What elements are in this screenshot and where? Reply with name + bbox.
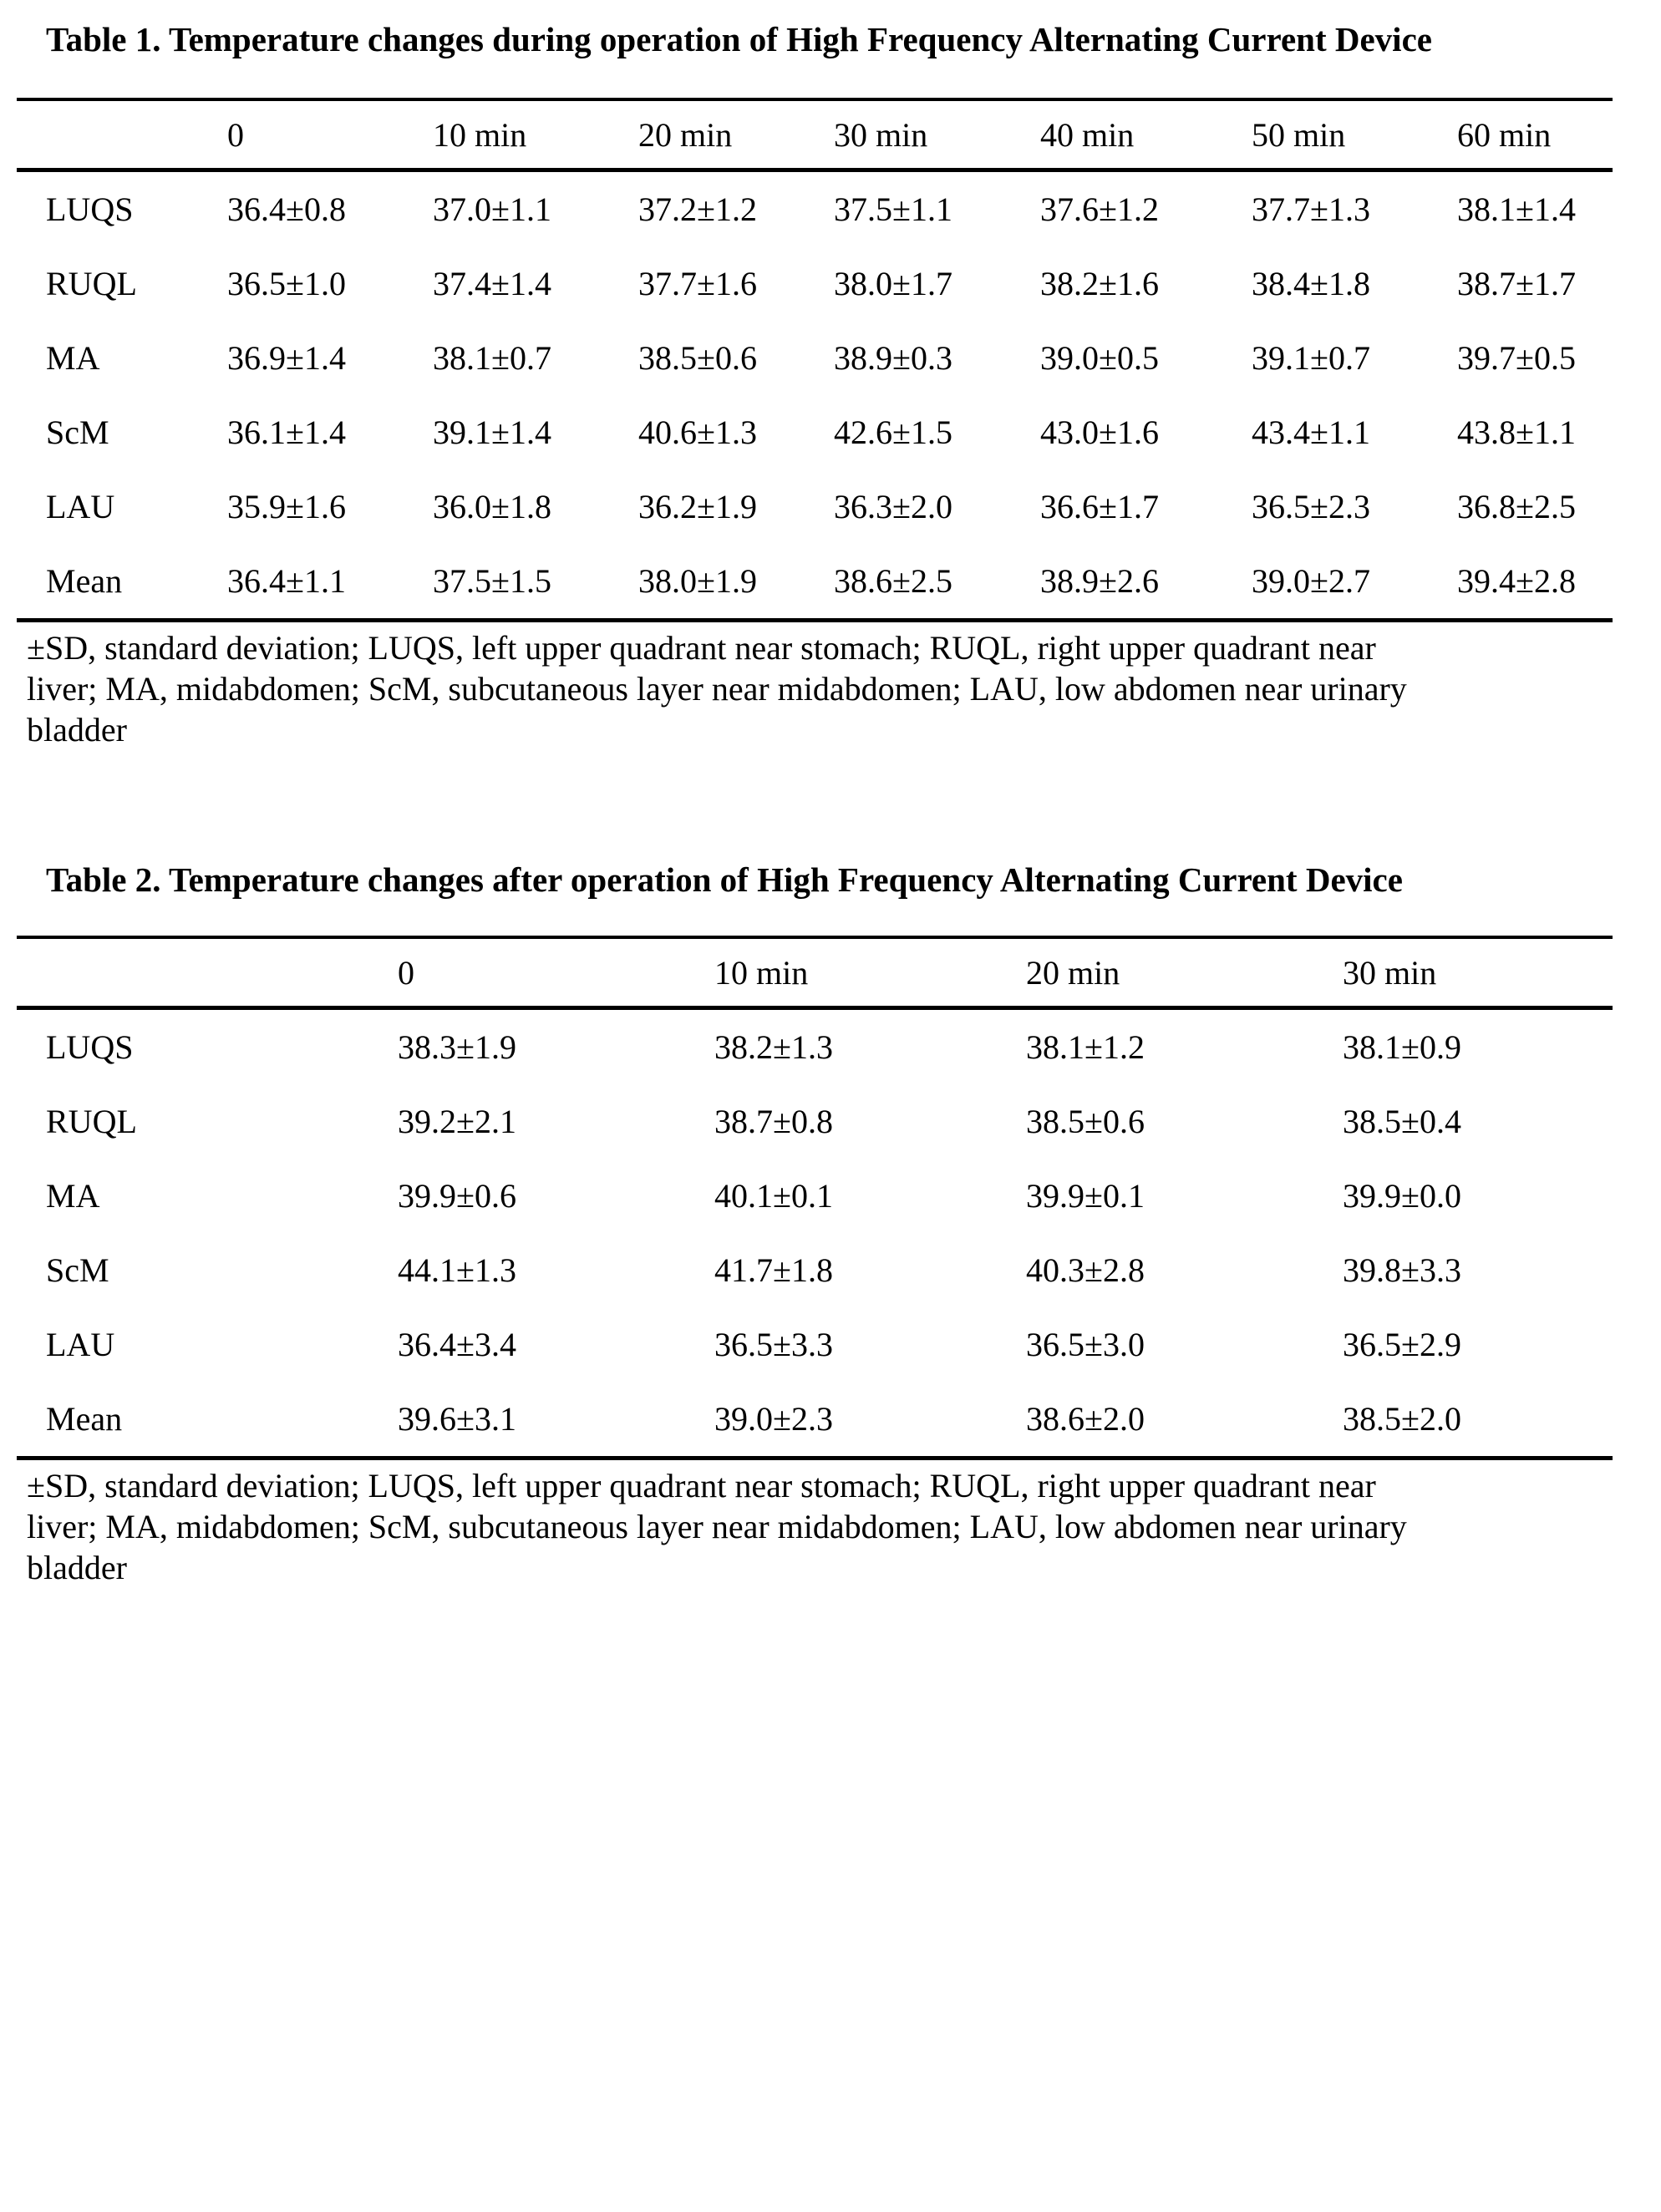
value-cell: 38.9±0.3: [834, 339, 952, 378]
value-cell: 36.8±2.5: [1457, 488, 1576, 526]
value-cell: 38.0±1.9: [638, 544, 834, 621]
row-label: ScM: [46, 1251, 109, 1290]
column-header: 30 min: [834, 99, 1040, 170]
value-cell: 40.6±1.3: [638, 413, 757, 452]
value-cell: 36.5±2.9: [1343, 1326, 1461, 1364]
footnote-line: liver; MA, midabdomen; ScM, subcutaneous layer near midabdomen; LAU, low abdomen near urinary: [27, 670, 1407, 708]
value-cell: 37.2±1.2: [638, 190, 757, 229]
column-header: 60 min: [1457, 99, 1613, 170]
value-cell: 43.0±1.6: [1040, 413, 1159, 452]
row-label: RUQL: [46, 265, 137, 303]
value-cell: 38.0±1.7: [834, 265, 952, 303]
value-cell: 36.0±1.8: [433, 488, 551, 526]
value-cell: 39.2±2.1: [398, 1103, 516, 1141]
value-cell: 35.9±1.6: [227, 488, 346, 526]
value-cell: 36.4±3.4: [398, 1326, 516, 1364]
footnote-line: bladder: [27, 1549, 127, 1587]
row-label: LUQS: [46, 1028, 134, 1067]
value-cell: 38.7±0.8: [714, 1103, 833, 1141]
value-cell: 39.9±0.0: [1343, 1177, 1461, 1215]
value-cell: 38.5±0.6: [1026, 1103, 1145, 1141]
value-cell: 39.9±0.6: [398, 1177, 516, 1215]
value-cell: 38.5±0.6: [638, 339, 757, 378]
table-row: [17, 1008, 1613, 1085]
value-cell: 36.5±1.0: [227, 265, 346, 303]
value-cell: 37.6±1.2: [1040, 190, 1159, 229]
value-cell: 36.5±3.0: [1026, 1326, 1145, 1364]
value-cell: 42.6±1.5: [834, 413, 952, 452]
row-label: Mean: [17, 544, 227, 621]
column-header: 20 min: [638, 99, 834, 170]
value-cell: 38.9±2.6: [1040, 544, 1252, 621]
table-row: [17, 1307, 1613, 1382]
row-label: LAU: [46, 488, 115, 526]
footnote-line: ±SD, standard deviation; LUQS, left upper quadrant near stomach; RUQL, right upper quadrant near: [27, 629, 1376, 667]
table-row: [17, 170, 1613, 247]
value-cell: 44.1±1.3: [398, 1251, 516, 1290]
table-row: [17, 1084, 1613, 1159]
value-cell: 36.4±0.8: [227, 190, 346, 229]
value-cell: 38.6±2.0: [1026, 1382, 1343, 1459]
value-cell: 38.5±0.4: [1343, 1103, 1461, 1141]
column-header: 30 min: [1343, 937, 1613, 1008]
footnote-line: bladder: [27, 711, 127, 749]
column-header: 0: [227, 99, 433, 170]
footnote-line: liver; MA, midabdomen; ScM, subcutaneous layer near midabdomen; LAU, low abdomen near urinary: [27, 1508, 1407, 1546]
column-header: 20 min: [1026, 937, 1343, 1008]
column-header: 10 min: [714, 937, 1026, 1008]
value-cell: 39.1±0.7: [1252, 339, 1370, 378]
value-cell: 39.0±0.5: [1040, 339, 1159, 378]
value-cell: 39.1±1.4: [433, 413, 551, 452]
value-cell: 39.6±3.1: [398, 1382, 714, 1459]
value-cell: 39.0±2.3: [714, 1382, 1026, 1459]
value-cell: 38.4±1.8: [1252, 265, 1370, 303]
table-row: [17, 395, 1613, 469]
value-cell: 37.4±1.4: [433, 265, 551, 303]
value-cell: 43.8±1.1: [1457, 413, 1576, 452]
row-label: LAU: [46, 1326, 115, 1364]
column-header: 0: [398, 937, 714, 1008]
row-label: MA: [46, 1177, 100, 1215]
row-label-header: [17, 99, 227, 170]
value-cell: 38.3±1.9: [398, 1028, 516, 1067]
value-cell: 38.2±1.3: [714, 1028, 833, 1067]
value-cell: 39.9±0.1: [1026, 1177, 1145, 1215]
value-cell: 36.9±1.4: [227, 339, 346, 378]
value-cell: 40.3±2.8: [1026, 1251, 1145, 1290]
table-row: [17, 321, 1613, 395]
value-cell: 36.6±1.7: [1040, 488, 1159, 526]
header-row: [17, 937, 1613, 1008]
table-2-title: Table 2. Temperature changes after operation of High Frequency Alternating Current Device: [46, 860, 1403, 900]
column-header: 10 min: [433, 99, 638, 170]
value-cell: 39.8±3.3: [1343, 1251, 1461, 1290]
value-cell: 38.5±2.0: [1343, 1382, 1613, 1459]
table-row: [17, 1233, 1613, 1307]
table-1-title: Table 1. Temperature changes during operation of High Frequency Alternating Current Device: [46, 20, 1432, 58]
row-label: Mean: [17, 1382, 398, 1459]
value-cell: 37.0±1.1: [433, 190, 551, 229]
value-cell: 36.3±2.0: [834, 488, 952, 526]
value-cell: 36.1±1.4: [227, 413, 346, 452]
value-cell: 36.5±2.3: [1252, 488, 1370, 526]
value-cell: 38.1±0.7: [433, 339, 551, 378]
value-cell: 38.1±0.9: [1343, 1028, 1461, 1067]
value-cell: 39.7±0.5: [1457, 339, 1576, 378]
table-row: [17, 1159, 1613, 1233]
row-label: LUQS: [46, 190, 134, 229]
column-header: 50 min: [1252, 99, 1457, 170]
row-label: MA: [46, 339, 100, 378]
value-cell: 38.6±2.5: [834, 544, 1040, 621]
table-1-section: [0, 20, 1661, 750]
table-2-footnote: [27, 1465, 1661, 1588]
column-header: 40 min: [1040, 99, 1252, 170]
table-1-footnote: [27, 627, 1661, 750]
value-cell: 43.4±1.1: [1252, 413, 1370, 452]
value-cell: 37.5±1.5: [433, 544, 638, 621]
table-row: [17, 1382, 1613, 1459]
value-cell: 36.4±1.1: [227, 544, 433, 621]
value-cell: 40.1±0.1: [714, 1177, 833, 1215]
value-cell: 37.5±1.1: [834, 190, 952, 229]
table-row: [17, 469, 1613, 544]
value-cell: 38.1±1.4: [1457, 190, 1576, 229]
header-row: [17, 99, 1613, 170]
value-cell: 39.0±2.7: [1252, 544, 1457, 621]
value-cell: 38.1±1.2: [1026, 1028, 1145, 1067]
row-label: RUQL: [46, 1103, 137, 1141]
value-cell: 41.7±1.8: [714, 1251, 833, 1290]
value-cell: 39.4±2.8: [1457, 544, 1613, 621]
table-2-section: [0, 860, 1661, 1588]
value-cell: 36.2±1.9: [638, 488, 757, 526]
value-cell: 38.2±1.6: [1040, 265, 1159, 303]
table-row: [17, 544, 1613, 621]
row-label-header: [17, 937, 398, 1008]
value-cell: 37.7±1.3: [1252, 190, 1370, 229]
table-2: [17, 936, 1613, 1460]
value-cell: 36.5±3.3: [714, 1326, 833, 1364]
table-1: [17, 98, 1613, 622]
value-cell: 37.7±1.6: [638, 265, 757, 303]
table-row: [17, 246, 1613, 321]
row-label: ScM: [46, 413, 109, 452]
value-cell: 38.7±1.7: [1457, 265, 1576, 303]
footnote-line: ±SD, standard deviation; LUQS, left upper quadrant near stomach; RUQL, right upper quadrant near: [27, 1467, 1376, 1505]
